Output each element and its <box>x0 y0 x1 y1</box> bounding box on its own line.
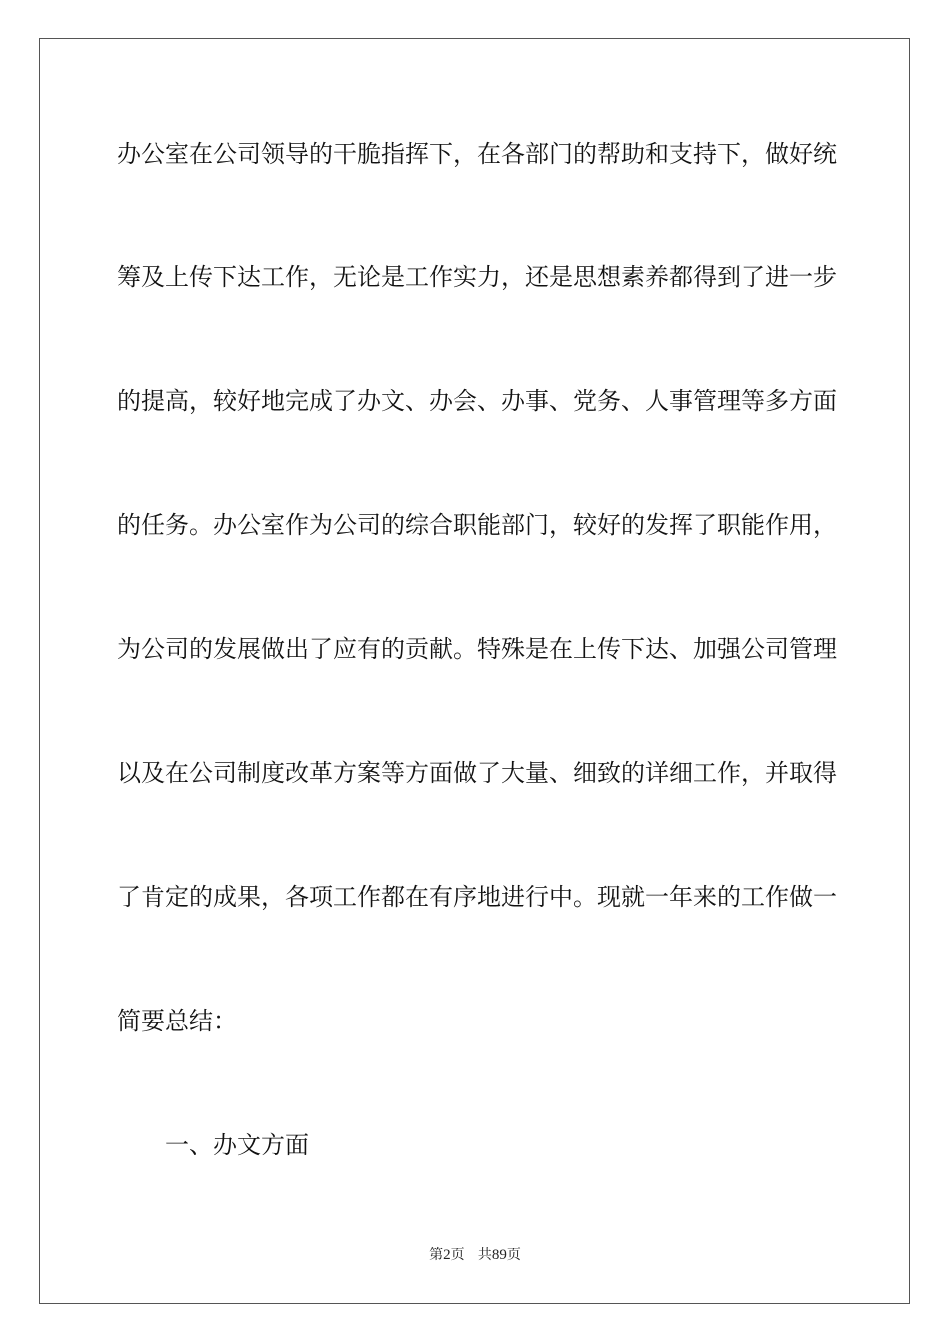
total-prefix: 共 <box>477 1247 492 1263</box>
page-frame <box>39 38 910 1304</box>
page-suffix: 页 <box>450 1247 465 1263</box>
page-footer <box>0 1246 950 1264</box>
paragraph-line: 的任务。办公室作为公司的综合职能部门，较好的发挥了职能作用， <box>117 511 837 539</box>
total-pages: 89 <box>491 1247 507 1263</box>
section-heading: 一、办文方面 <box>165 1131 309 1159</box>
paragraph-line: 了肯定的成果，各项工作都在有序地进行中。现就一年来的工作做一 <box>117 883 837 911</box>
total-suffix: 页 <box>506 1247 521 1263</box>
paragraph-line: 筹及上传下达工作，无论是工作实力，还是思想素养都得到了进一步 <box>117 263 837 291</box>
paragraph-line: 简要总结： <box>117 1007 237 1035</box>
page-number: 2 <box>443 1247 451 1263</box>
paragraph-line: 为公司的发展做出了应有的贡献。特殊是在上传下达、加强公司管理 <box>117 635 837 663</box>
page-prefix: 第 <box>429 1247 444 1263</box>
paragraph-line: 的提高，较好地完成了办文、办会、办事、党务、人事管理等多方面 <box>117 387 837 415</box>
paragraph-line: 以及在公司制度改革方案等方面做了大量、细致的详细工作，并取得 <box>117 759 837 787</box>
paragraph-line: 办公室在公司领导的干脆指挥下，在各部门的帮助和支持下，做好统 <box>117 140 837 168</box>
